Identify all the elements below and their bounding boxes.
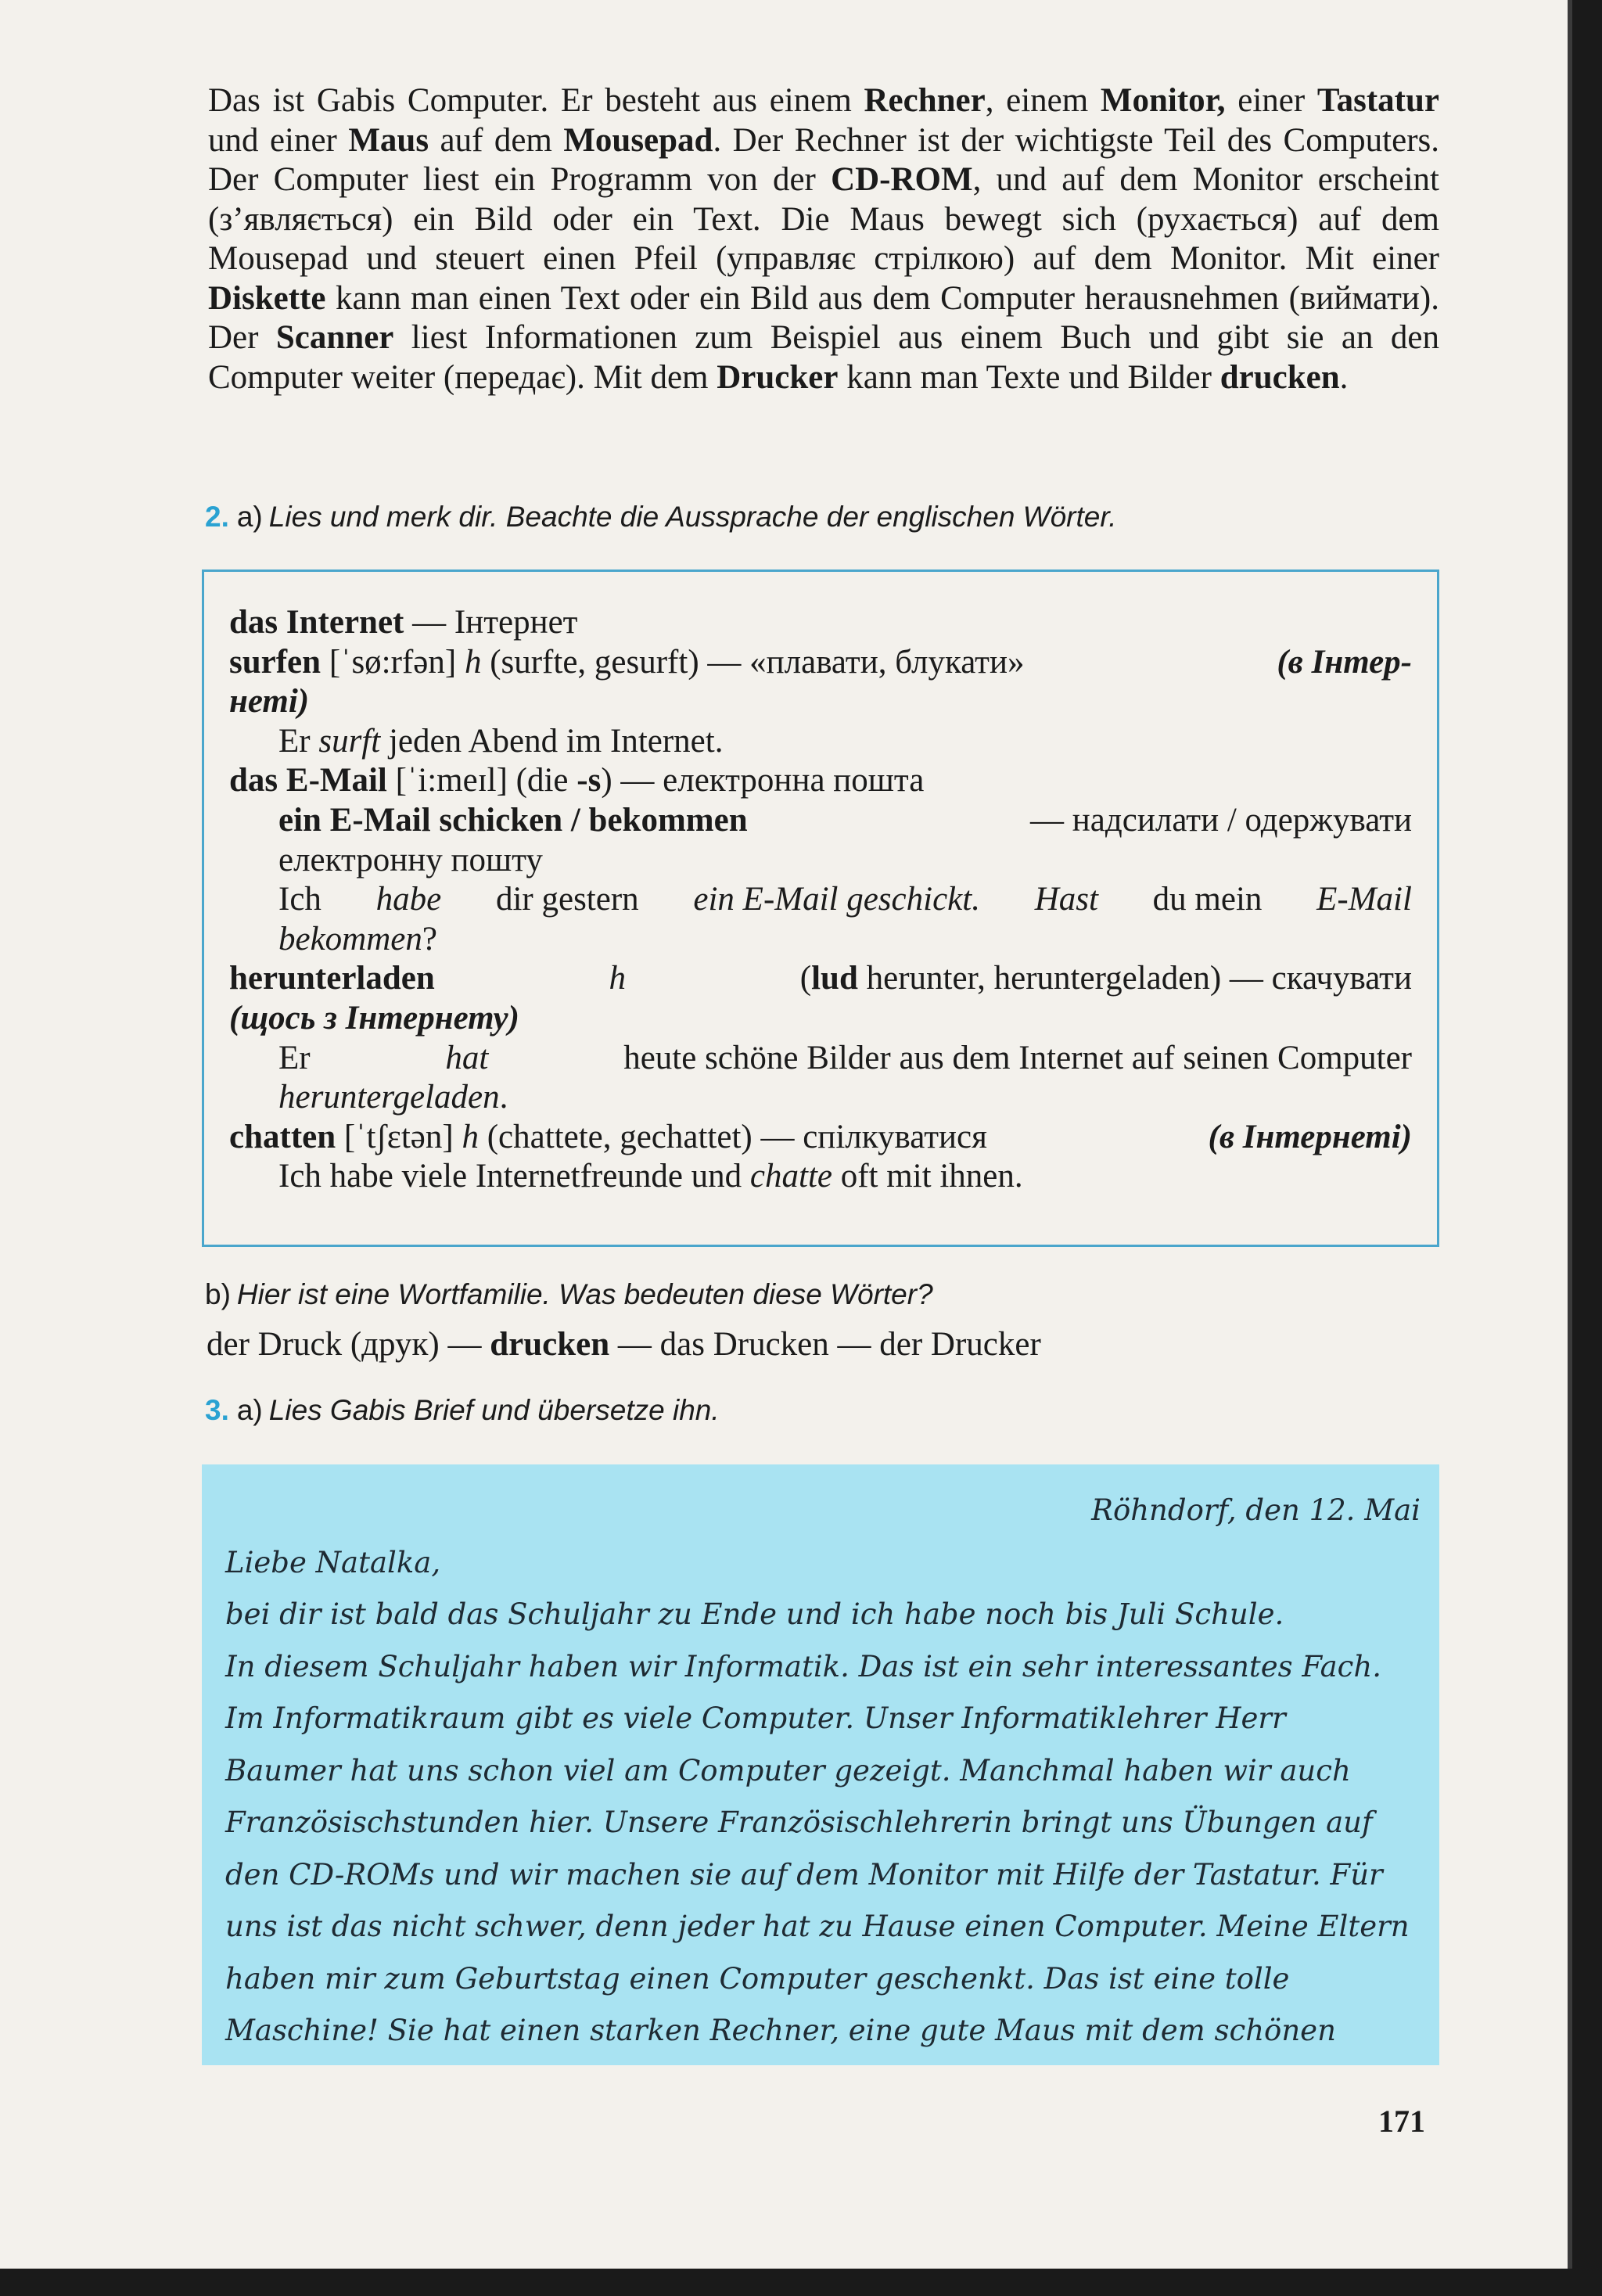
family-text: der Druck (друк) — <box>207 1326 490 1363</box>
letter-line: Maschine! Sie hat einen starken Rechner, eine gute Maus mit dem schönen <box>225 2014 1336 2047</box>
example-highlight: bekommen <box>278 920 422 958</box>
example-highlight: surft <box>318 722 381 760</box>
example-text: . <box>499 1079 508 1116</box>
letter-line: Im Informatikraum gibt es viele Computer. Unser Informatiklehrer Herr <box>225 1701 1286 1735</box>
task-2a-heading <box>205 501 1117 534</box>
vocab-entry-surfen <box>229 643 1412 683</box>
usage-note: (щось з Інтернету) <box>229 999 519 1037</box>
translation: — надсилати / одержувати <box>1030 801 1412 839</box>
example-text: Ich habe viele Internetfreunde und <box>278 1158 750 1195</box>
headword: herunterladen <box>229 960 435 997</box>
example-text: dir gestern <box>495 881 639 918</box>
transcription: [ˈtʃɛtən] <box>336 1118 462 1155</box>
transcription: [ˈi:meɪl] (die <box>386 762 577 799</box>
task-instruction: Hier ist eine Wortfamilie. Was bedeuten diese Wörter? <box>236 1278 933 1310</box>
intro-paragraph <box>208 81 1439 397</box>
vocab-entry-herunterladen <box>229 959 1412 999</box>
example-highlight: Hast <box>1034 881 1098 918</box>
letter-date: Röhndorf, den 12. Mai <box>1091 1493 1421 1527</box>
phrase: ein E-Mail schicken / bekommen <box>278 801 748 839</box>
letter-line: uns ist das nicht schwer, denn jeder hat zu Hause einen Computer. Meine Eltern <box>225 1910 1410 1943</box>
vocab-line <box>229 999 1412 1039</box>
entry-left <box>229 643 1024 683</box>
word-family-line <box>207 1325 1041 1364</box>
headword: surfen <box>229 643 321 681</box>
intro-text: kann man einen Text oder ein Bild aus dem Computer herausnehmen (виймати). Der <box>208 279 1439 356</box>
bold-word: Monitor, <box>1100 82 1226 119</box>
letter-line: Baumer hat uns schon viel am Computer gezeigt. Manchmal haben wir auch <box>225 1753 1351 1788</box>
bold-word: Maus <box>348 121 429 159</box>
plural-ending: -s <box>577 762 602 799</box>
task-label: a) <box>236 501 263 533</box>
example-text: Er <box>278 722 319 760</box>
task-label: a) <box>236 1394 263 1426</box>
vocab-line <box>229 1078 1412 1118</box>
vocab-line <box>229 920 1412 960</box>
vocab-example <box>229 1039 1412 1079</box>
bold-word: Mousepad <box>563 121 713 159</box>
intro-text: , einem <box>985 82 1101 119</box>
example-text: ? <box>422 920 437 958</box>
vocab-entry-email <box>229 761 1412 801</box>
task-3a-heading <box>205 1394 720 1427</box>
intro-text: liest Informationen zum Beispiel aus einem Buch und gibt sie an den Computer weiter (передає). Mit dem <box>208 319 1439 396</box>
headword: das E-Mail <box>229 762 387 799</box>
vocabulary-box <box>202 570 1439 1247</box>
example-highlight: heruntergeladen <box>278 1079 500 1116</box>
translation: ( <box>799 960 812 997</box>
vocab-example <box>229 880 1412 920</box>
bold-word: CD-ROM <box>831 161 973 198</box>
vocab-entry-internet <box>229 603 1412 643</box>
task-instruction: Lies und merk dir. Beachte die Aussprache der englischen Wörter. <box>268 501 1117 533</box>
family-text: — das Drucken — der Drucker <box>609 1326 1041 1363</box>
headword: das Internet <box>229 604 404 641</box>
stem-form: lud <box>811 960 858 997</box>
transcription: [ˈsø:rfən] <box>321 643 465 681</box>
example-text: Er <box>278 1039 311 1076</box>
intro-text: einer <box>1225 82 1317 119</box>
example-highlight: habe <box>375 881 442 918</box>
intro-text: kann man Texte und Bilder <box>838 358 1220 396</box>
aux-marker: h <box>462 1118 479 1155</box>
translation: — Інтернет <box>404 604 578 641</box>
translation: (surfte, gesurft) — «плавати, блукати» <box>481 643 1025 681</box>
vocab-example <box>229 1157 1412 1197</box>
entry-left <box>229 1118 987 1158</box>
example-highlight: hat <box>445 1039 489 1076</box>
intro-text: Das ist Gabis Computer. Er besteht aus einem <box>208 82 864 119</box>
task-label: b) <box>205 1278 231 1310</box>
example-text: du mein <box>1152 881 1263 918</box>
example-text: jeden Abend im Internet. <box>380 722 724 760</box>
example-text: oft mit ihnen. <box>832 1158 1023 1195</box>
task-number: 3. <box>205 1394 229 1426</box>
translation: ) — електронна пошта <box>601 762 925 799</box>
letter-line: haben mir zum Geburtstag einen Computer geschenkt. Das ist eine tolle <box>225 1961 1290 1996</box>
usage-note: (в Інтер- <box>1277 643 1412 681</box>
usage-note: (в Інтернеті) <box>1208 1118 1412 1155</box>
bold-word: drucken <box>1219 358 1340 396</box>
letter-greeting: Liebe Natalka, <box>225 1545 441 1579</box>
vocab-example <box>229 722 1412 762</box>
bold-word: Rechner <box>864 82 986 119</box>
intro-text: , und auf dem Monitor erscheint (з’являється) ein Bild oder ein Text. Die Maus bewegt sich (рухається) auf dem Mousepad und steuert einen Pfeil (управляє стрілкою) auf dem Monitor. Mit einer <box>208 161 1439 277</box>
letter-box <box>202 1464 1439 2065</box>
aux-marker: h <box>464 643 482 681</box>
example-highlight: ein E-Mail geschickt. <box>693 881 980 918</box>
intro-text: . Der Rechner ist der wichtigste Teil des Computers. Der Computer liest ein Programm von der <box>208 121 1440 198</box>
vocab-line <box>229 841 1412 881</box>
letter-line: bei dir ist bald das Schuljahr zu Ende und ich habe noch bis Juli Schule. <box>225 1597 1284 1631</box>
translation: електронну пошту <box>278 841 543 879</box>
vocab-line <box>229 682 1412 722</box>
vocab-entry-chatten <box>229 1118 1412 1158</box>
bold-word: Tastatur <box>1316 82 1439 119</box>
example-highlight: chatte <box>749 1158 832 1195</box>
headword: chatten <box>229 1118 336 1155</box>
letter-line: In diesem Schuljahr haben wir Informatik. Das ist ein sehr interessantes Fach. <box>225 1649 1381 1683</box>
bold-word: Scanner <box>275 319 394 356</box>
example-highlight: E-Mail <box>1316 881 1412 918</box>
bold-word: Diskette <box>208 279 326 317</box>
task-instruction: Lies Gabis Brief und übersetze ihn. <box>268 1394 720 1426</box>
aux-marker: h <box>609 960 627 997</box>
entry-right <box>800 959 1412 999</box>
intro-text: . <box>1339 358 1349 396</box>
task-number: 2. <box>205 501 229 533</box>
example-text: heute schöne Bilder aus dem Internet auf seinen Computer <box>623 1039 1412 1076</box>
usage-note: неті) <box>229 683 310 720</box>
letter-line: den CD-ROMs und wir machen sie auf dem Monitor mit Hilfe der Tastatur. Für <box>225 1857 1383 1892</box>
intro-text: und einer <box>208 121 349 159</box>
task-2b-heading <box>205 1278 933 1311</box>
letter-line: Französischstunden hier. Unsere Französischlehrerin bringt uns Übungen auf <box>225 1806 1373 1839</box>
page-number: 171 <box>1378 2104 1425 2139</box>
bold-word: Drucker <box>717 358 839 396</box>
example-text: Ich <box>278 881 321 918</box>
intro-text: auf dem <box>429 121 564 159</box>
vocab-phrase <box>229 801 1412 841</box>
bold-word: drucken <box>490 1326 610 1363</box>
translation: herunter, heruntergeladen) — скачувати <box>857 960 1412 997</box>
translation: (chattete, gechattet) — спілкуватися <box>478 1118 987 1155</box>
